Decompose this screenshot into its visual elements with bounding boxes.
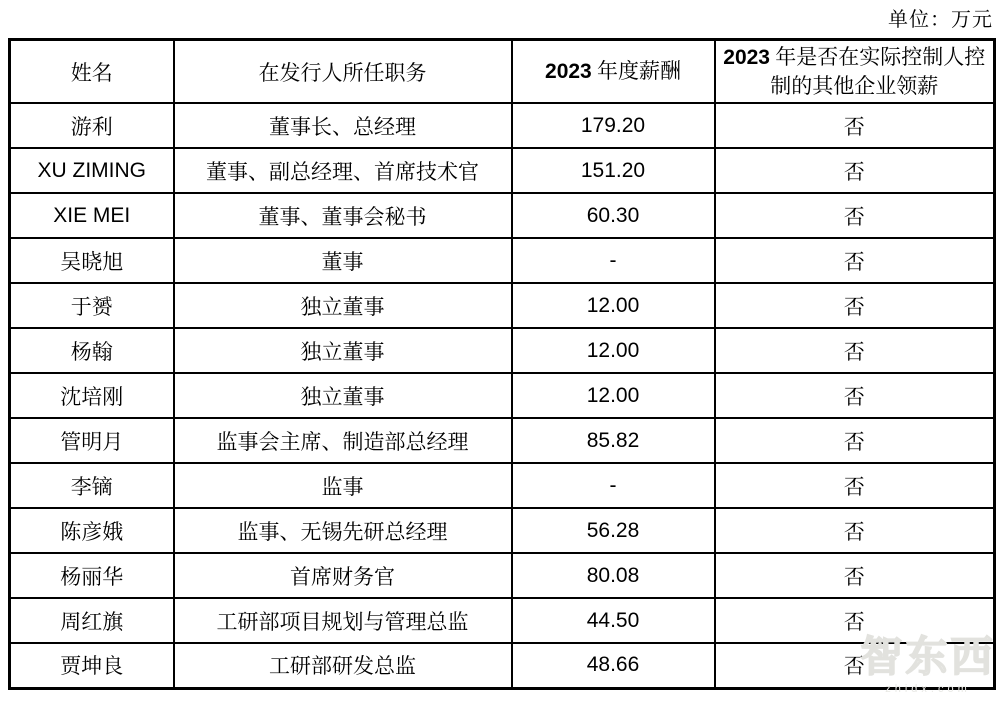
salary-header-text: 年度薪酬 xyxy=(591,59,681,83)
table-body xyxy=(10,103,995,688)
table-row xyxy=(10,598,995,643)
watermark-subtext: zhidx.com xyxy=(885,683,971,695)
other-pay-cell: 否 xyxy=(715,328,995,373)
salary-cell: 60.30 xyxy=(512,193,715,238)
table-row xyxy=(10,328,995,373)
table-row xyxy=(10,643,995,688)
table-row xyxy=(10,418,995,463)
name-cell: 陈彦娥 xyxy=(10,508,174,553)
salary-cell: - xyxy=(512,463,715,508)
other-pay-cell: 否 xyxy=(715,463,995,508)
name-cell: 沈培刚 xyxy=(10,373,174,418)
other-pay-cell: 否 xyxy=(715,148,995,193)
salary-cell: 151.20 xyxy=(512,148,715,193)
position-cell: 监事会主席、制造部总经理 xyxy=(174,418,512,463)
salary-header-year: 2023 xyxy=(545,60,592,83)
other-pay-header-year: 2023 xyxy=(723,46,770,69)
other-pay-cell: 否 xyxy=(715,193,995,238)
position-cell: 工研部项目规划与管理总监 xyxy=(174,598,512,643)
position-cell: 首席财务官 xyxy=(174,553,512,598)
name-cell: 周红旗 xyxy=(10,598,174,643)
salary-cell: 48.66 xyxy=(512,643,715,688)
position-cell: 董事、董事会秘书 xyxy=(174,193,512,238)
name-cell: 贾坤良 xyxy=(10,643,174,688)
salary-cell: 85.82 xyxy=(512,418,715,463)
name-cell: 吴晓旭 xyxy=(10,238,174,283)
name-cell: 于赟 xyxy=(10,283,174,328)
other-pay-cell: 否 xyxy=(715,373,995,418)
other-pay-cell: 否 xyxy=(715,418,995,463)
table-row xyxy=(10,508,995,553)
position-cell: 工研部研发总监 xyxy=(174,643,512,688)
name-cell: XU ZIMING xyxy=(10,148,174,193)
salary-cell: 56.28 xyxy=(512,508,715,553)
salary-cell: 80.08 xyxy=(512,553,715,598)
unit-label: 单位：万元 xyxy=(888,9,993,31)
col-header-name: 姓名 xyxy=(10,40,174,104)
position-cell: 独立董事 xyxy=(174,328,512,373)
position-cell: 独立董事 xyxy=(174,283,512,328)
table-row xyxy=(10,193,995,238)
name-cell: 杨丽华 xyxy=(10,553,174,598)
col-header-salary xyxy=(512,40,715,104)
remuneration-table xyxy=(8,38,996,690)
table-row xyxy=(10,148,995,193)
salary-cell: 12.00 xyxy=(512,283,715,328)
table-row xyxy=(10,373,995,418)
col-header-position: 在发行人所任职务 xyxy=(174,40,512,104)
other-pay-cell: 否 xyxy=(715,103,995,148)
position-cell: 监事、无锡先研总经理 xyxy=(174,508,512,553)
position-cell: 董事、副总经理、首席技术官 xyxy=(174,148,512,193)
table-row xyxy=(10,463,995,508)
table-row xyxy=(10,553,995,598)
salary-cell: - xyxy=(512,238,715,283)
name-cell: 杨翰 xyxy=(10,328,174,373)
salary-cell: 12.00 xyxy=(512,373,715,418)
col-header-other-pay xyxy=(715,40,995,104)
other-pay-cell: 否 xyxy=(715,238,995,283)
other-pay-cell: 否 xyxy=(715,553,995,598)
salary-cell: 179.20 xyxy=(512,103,715,148)
table-row xyxy=(10,238,995,283)
table-row xyxy=(10,103,995,148)
other-pay-cell: 否 xyxy=(715,643,995,688)
other-pay-cell: 否 xyxy=(715,283,995,328)
name-cell: 管明月 xyxy=(10,418,174,463)
other-pay-cell: 否 xyxy=(715,598,995,643)
table-row xyxy=(10,283,995,328)
other-pay-header-text: 年是否在实际控制人控制的其他企业领薪 xyxy=(769,45,986,98)
position-cell: 董事长、总经理 xyxy=(174,103,512,148)
salary-cell: 12.00 xyxy=(512,328,715,373)
table-header-row xyxy=(10,40,995,104)
name-cell: 游利 xyxy=(10,103,174,148)
name-cell: XIE MEI xyxy=(10,193,174,238)
other-pay-cell: 否 xyxy=(715,508,995,553)
watermark-text: 智东西 xyxy=(860,633,996,680)
name-cell: 李镝 xyxy=(10,463,174,508)
position-cell: 董事 xyxy=(174,238,512,283)
position-cell: 独立董事 xyxy=(174,373,512,418)
position-cell: 监事 xyxy=(174,463,512,508)
salary-cell: 44.50 xyxy=(512,598,715,643)
